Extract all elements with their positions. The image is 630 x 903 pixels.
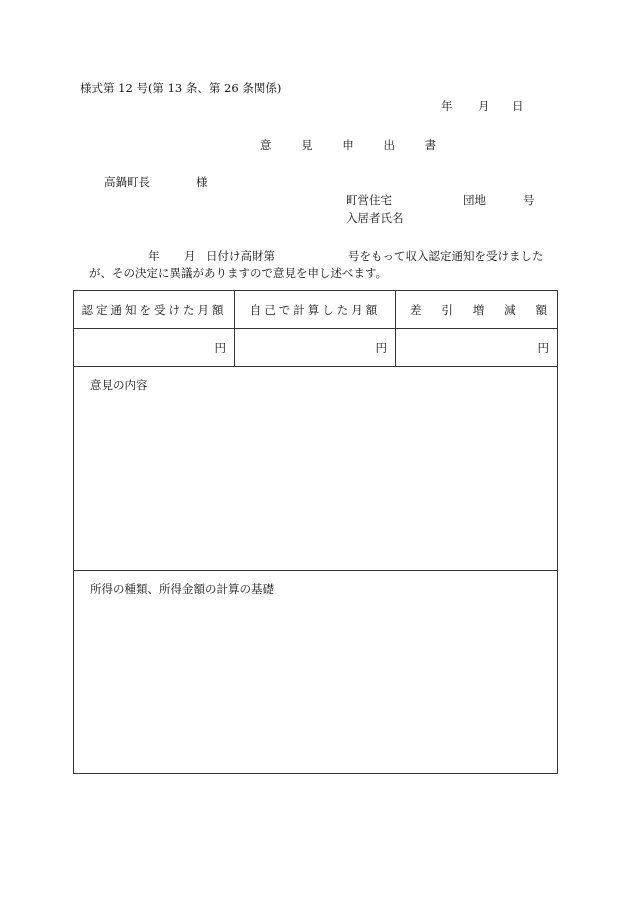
income-label: 所得の種類、所得金額の計算の基礎 [90, 582, 274, 596]
resident-name-label: 入居者氏名 [346, 211, 404, 225]
diff-char: 額 [535, 302, 547, 317]
diff-char: 減 [504, 302, 516, 317]
notified-amount-cell[interactable]: 円 [74, 329, 235, 367]
header-difference-label [396, 302, 557, 318]
date-year: 年 [441, 99, 453, 113]
table-header-row [74, 291, 558, 329]
date-day: 日 [512, 99, 524, 113]
housing-label: 町営住宅 [346, 193, 392, 207]
form-number: 様式第 12 号(第 13 条、第 26 条関係) [80, 81, 282, 95]
body-year: 年 [148, 249, 160, 263]
income-basis-area[interactable] [74, 571, 558, 774]
header-self-calculated-amount: 自己で計算した月額 [235, 291, 396, 329]
diff-char: 引 [441, 302, 453, 317]
diff-char: 増 [472, 302, 485, 317]
income-row [74, 571, 558, 774]
date-month: 月 [478, 99, 490, 113]
addressee-honorific: 様 [196, 175, 208, 189]
diff-char: 差 [410, 302, 422, 317]
unit-label: 号 [523, 193, 535, 207]
opinion-label: 意見の内容 [90, 378, 148, 392]
page-title: 意 見 申 出 書 [260, 138, 450, 152]
header-notified-amount: 認定通知を受けた月額 [74, 291, 235, 329]
body-notice: 号をもって収入認定通知を受けました [348, 249, 544, 263]
opinion-content-area[interactable] [74, 367, 558, 571]
addressee-name: 高鍋町長 [104, 175, 150, 189]
self-calculated-amount-cell[interactable]: 円 [235, 329, 396, 367]
opinion-table [73, 290, 558, 774]
difference-amount-cell[interactable]: 円 [396, 329, 558, 367]
table-amount-row [74, 329, 558, 367]
header-difference [396, 291, 558, 329]
complex-label: 団地 [463, 193, 486, 207]
body-month: 月 [184, 249, 196, 263]
opinion-row [74, 367, 558, 571]
body-line2: が、その決定に異議がありますので意見を申し述べます。 [89, 266, 388, 280]
body-dated: 日付け高財第 [206, 249, 275, 263]
